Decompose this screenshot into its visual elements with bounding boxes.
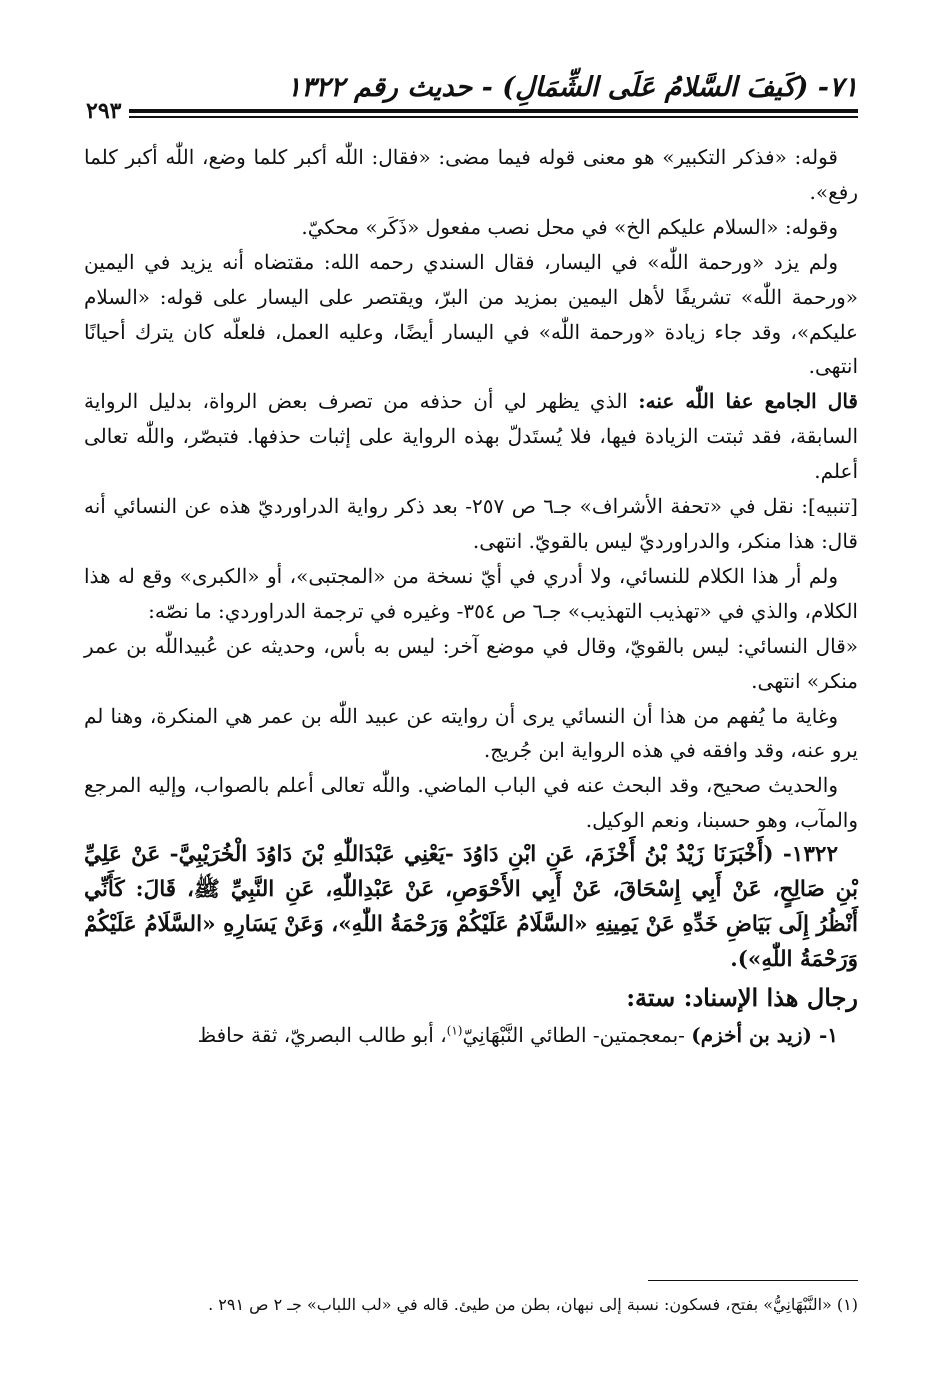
footnote-divider [648, 1280, 858, 1281]
narrator-entry [84, 1018, 858, 1053]
author-note-lead: قال الجامع عفا اللّٰه عنه: [638, 389, 858, 414]
footnote: (١) «النَّبْهَانِيُّ» بفتح، فسكون: نسبة إلى نبهان، بطن من طيئ. قاله في «لب اللباب» جـ ٢ ص ٢٩١ . [208, 1295, 858, 1314]
paragraph: وغاية ما يُفهم من هذا أن النسائي يرى أن روايته عن عبيد اللّٰه بن عمر هي المنكرة، وهنا لم يرو عنه، وقد وافقه في هذه الرواية ابن جُريج. [84, 703, 858, 763]
paragraph: ولم يزد «ورحمة اللّٰه» في اليسار، فقال السندي رحمه الله: مقتضاه أنه يزيد في اليمين «ورحمة اللّٰه» تشريفًا لأهل اليمين بمزيد من البرّ، ويقتصر على اليسار على قوله: «السلام عليكم»، وقد جاء زيادة «ورحمة اللّٰه» في اليسار أيضًا، وعليه العمل، فلعلّه كان يترك أحيانًا انتهى. [84, 249, 858, 379]
header-rule-thin [80, 116, 858, 118]
paragraph: وقوله: «السلام عليكم الخ» في محل نصب مفعول «ذَكَر» محكيّ. [301, 214, 838, 239]
paragraph: «قال النسائي: ليس بالقويّ، وقال في موضع آخر: ليس به بأس، وحديثه عن عُبيداللّٰه بن عمر منكر» انتهى. [84, 633, 858, 693]
paragraph: [تنبيه]: نقل في «تحفة الأشراف» جـ٦ ص ٢٥٧- بعد ذكر رواية الدراورديّ هذه عن النسائي أنه قال: هذا منكر، والدراورديّ ليس بالقويّ. انتهى. [84, 494, 858, 553]
paragraph [84, 384, 858, 489]
author-note-text: الذي يظهر لي أن حذفه من تصرف بعض الرواة، بدليل الرواية السابقة، فقد ثبتت الزيادة فيها، فلا يُستَدلّ بهذه الرواية على إثبات حذفها. فتبصّر، واللّٰه تعالى أعلم. [84, 389, 858, 484]
chapter-title: ٧١- (كَيفَ السَّلامُ عَلَى الشِّمَالِ) - حديث رقم ١٣٢٢ [286, 72, 858, 103]
page-number: ٢٩٣ [80, 98, 129, 124]
paragraph: ولم أر هذا الكلام للنسائي، ولا أدري في أيّ نسخة من «المجتبى»، أو «الكبرى» وقع له هذا الكلام، والذي في «تهذيب التهذيب» جـ٦ ص ٣٥٤- وغيره في ترجمة الدراوردي: ما نصّه: [84, 563, 858, 623]
narrator-text: -بمعجمتين- الطائي النَّبْهَانِيّ [462, 1022, 692, 1047]
paragraph: قوله: «فذكر التكبير» هو معنى قوله فيما مضى: «فقال: اللّٰه أكبر كلما وضع، اللّٰه أكبر كلما رفع». [84, 145, 858, 204]
paragraph: والحديث صحيح، وقد البحث عنه في الباب الماضي. واللّٰه تعالى أعلم بالصواب، وإليه المرجع والمآب، وهو حسبنا، ونعم الوكيل. [84, 773, 858, 833]
hadith-text: ١٣٢٢- (أَخْبَرَنَا زَيْدُ بْنُ أَخْزَمَ، عَنِ ابْنِ دَاوُدَ -يَعْنِي عَبْدَاللّٰهِ بْنَ دَاوُدَ الْخُرَيْبِيَّ- عَنْ عَلِيِّ بْنِ صَالِحٍ، عَنْ أَبِي إِسْحَاقَ، عَنْ أَبِي الأَحْوَصِ، عَنْ عَبْدِاللّٰهِ، عَنِ النَّبِيِّ ﷺ، قَالَ: كَأَنِّي أَنْظُرُ إِلَى بَيَاضِ خَدِّهِ عَنْ يَمِينِهِ «السَّلَامُ عَلَيْكُمْ وَرَحْمَةُ اللّٰهِ»، وَعَنْ يَسَارِهِ «السَّلَامُ عَلَيْكُمْ وَرَحْمَةُ اللّٰهِ»). [84, 842, 858, 972]
page-header [80, 62, 858, 122]
narrator-text-continued: ، أبو طالب البصريّ، ثقة حافظ [197, 1022, 447, 1047]
footnote-ref: (١) [446, 1023, 463, 1038]
header-rule-thick [80, 109, 858, 113]
narrator-name: ١- (زيد بن أخزم) [691, 1022, 838, 1047]
section-heading: رجال هذا الإسناد: ستة: [626, 982, 858, 1012]
body-text [84, 140, 858, 1053]
